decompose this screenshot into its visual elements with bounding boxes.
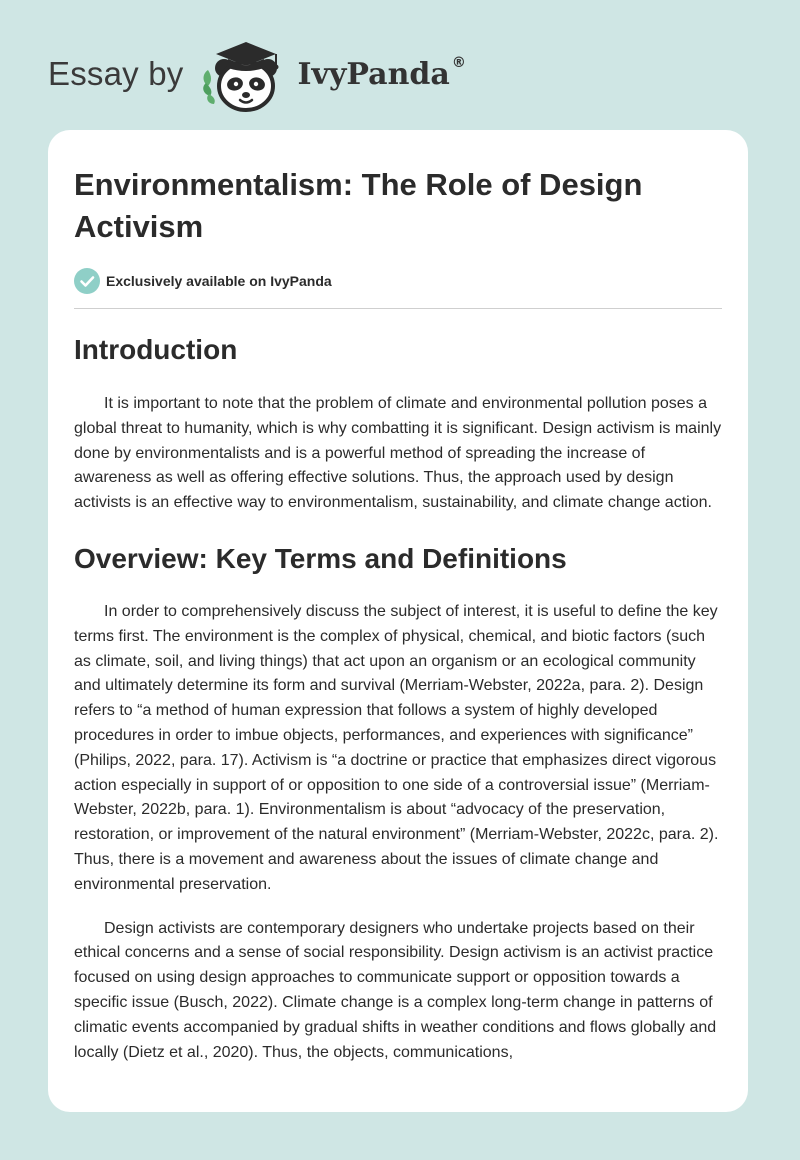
brand-header (48, 34, 466, 114)
section-overview (74, 542, 722, 1065)
section-heading: Overview: Key Terms and Definitions (74, 542, 567, 574)
brand-name (297, 54, 466, 92)
paragraph: It is important to note that the problem of climate and environmental pollution poses a global threat to humanity, which is why combatting it is significant. Design activism is mainly done by environmentalists and is a powerful method of spreading the increase of awareness as well as offering effective solutions. Thus, the approach used by design activists is an effective way to environmentalism, sustainability, and climate change action. (74, 395, 722, 512)
exclusive-badge (74, 268, 722, 294)
registered-mark: ® (451, 54, 466, 71)
exclusive-label: Exclusively available on IvyPanda (106, 273, 332, 289)
title-divider (74, 308, 722, 309)
brand-name-text: IvyPanda (297, 56, 450, 92)
check-circle-icon (74, 268, 100, 294)
paragraph: Design activists are contemporary designers who undertake projects based on their ethical concerns and a sense of social responsibility. Design activism is an activist practice focused on using design approaches to communicate support or opposition towards a specific issue (Busch, 2022). Climate change is a complex long-term change in patterns of climatic events accompanied by gradual shifts in weather conditions and flows globally and locally (Dietz et al., 2020). Thus, the objects, communications, (74, 919, 717, 1061)
section-heading: Introduction (74, 334, 238, 365)
essay-title: Environmentalism: The Role of Design Activism (74, 167, 643, 244)
section-introduction (74, 333, 722, 516)
paragraph: In order to comprehensively discuss the subject of interest, it is useful to define the key terms first. The environment is the complex of physical, chemical, and biotic factors (such as climate, soil, and living things) that act upon an organism or an ecological community and ultimately determine its form and survival (Merriam-Webster, 2022a, para. 2). Design refers to “a method of human expression that follows a system of highly developed procedures in order to imbue objects, performances, and experiences with significance” (Philips, 2022, para. 17). Activism is “a doctrine or practice that emphasizes direct vigorous action especially in support of or opposition to one side of a controversial issue” (Merriam-Webster, 2022b, para. 1). Environmentalism is about “advocacy of the preservation, restoration, or improvement of the natural environment” (Merriam-Webster, 2022c, para. 2). Thus, there is a movement and awareness about the issues of climate change and environmental preservation. (74, 602, 719, 893)
panda-graduation-cap-icon (198, 34, 294, 114)
brand-prefix: Essay by (48, 55, 184, 92)
essay-card (48, 130, 748, 1112)
